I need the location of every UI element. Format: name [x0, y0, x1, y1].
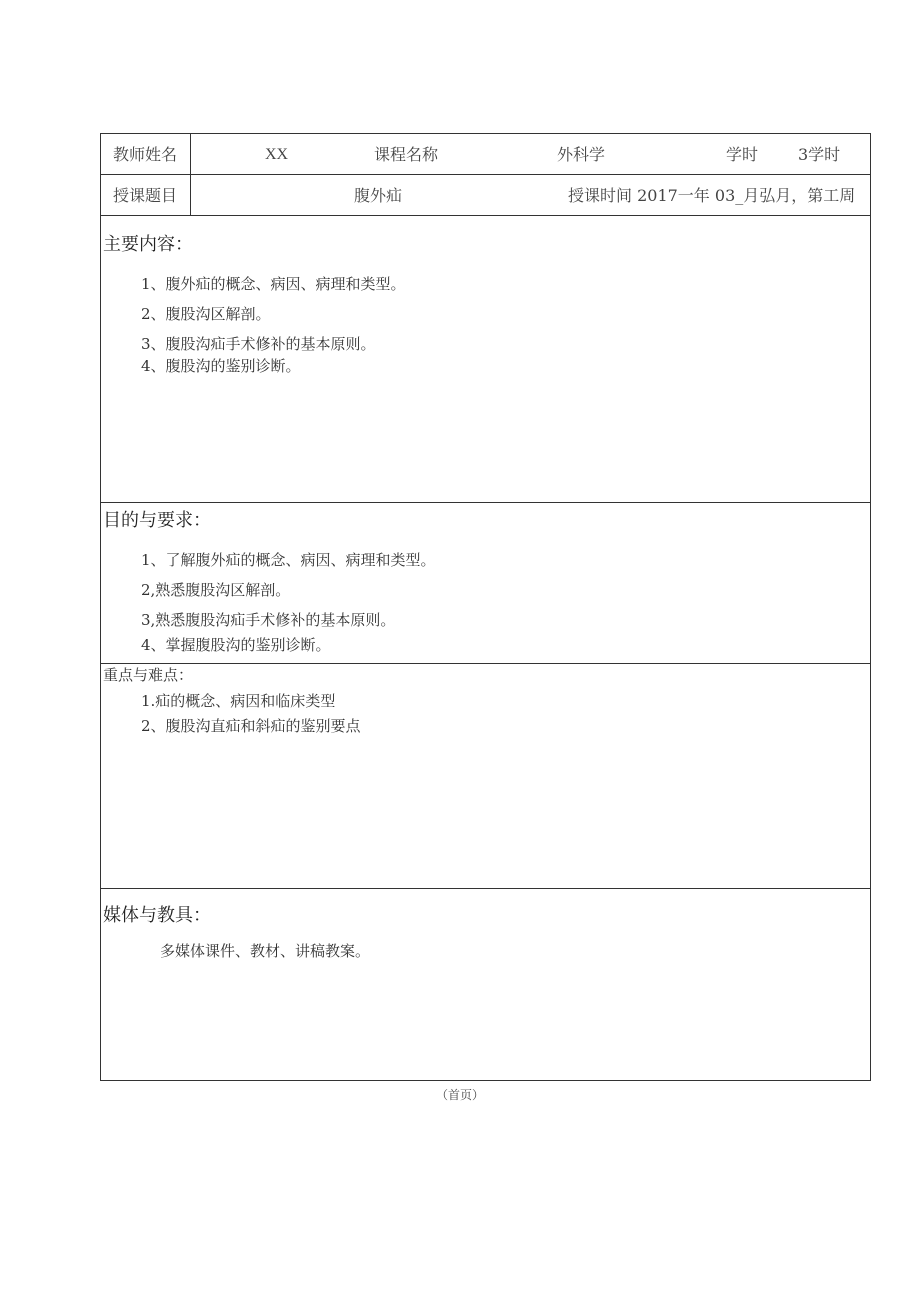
objectives-item: 3,熟悉腹股沟疝手术修补的基本原则。 [141, 611, 396, 629]
key-points-item: 2、腹股沟直疝和斜疝的鉴别要点 [141, 717, 361, 735]
objectives-item: 2,熟悉腹股沟区解剖。 [141, 581, 291, 599]
main-content-item: 1、腹外疝的概念、病因、病理和类型。 [141, 275, 406, 293]
course-value: 外科学 [557, 145, 606, 164]
teaching-time: 授课时间 2017一年 03_月弘月，第工周 [568, 186, 856, 205]
media-title: 媒体与教具： [103, 905, 211, 926]
main-content-item: 3、腹股沟疝手术修补的基本原则。 [141, 335, 376, 353]
key-points-item: 1.疝的概念、病因和临床类型 [141, 692, 336, 710]
keypoints-section-divider [101, 888, 870, 889]
objectives-item: 4、掌握腹股沟的鉴别诊断。 [141, 636, 331, 654]
objectives-section-divider [101, 663, 870, 664]
teacher-label: 教师姓名 [113, 145, 178, 164]
key-points-title: 重点与难点： [103, 666, 194, 684]
main-content-item: 4、腹股沟的鉴别诊断。 [141, 357, 301, 375]
content-section-divider [101, 502, 870, 503]
topic-label: 授课题目 [113, 186, 178, 205]
hours-value: 3学时 [798, 145, 841, 164]
page-footer: （首页） [435, 1088, 484, 1102]
course-label: 课程名称 [374, 145, 439, 164]
main-content-title: 主要内容： [103, 234, 193, 255]
header-row-divider [101, 174, 870, 175]
label-column-divider [190, 134, 191, 215]
main-content-item: 2、腹股沟区解剖。 [141, 305, 271, 323]
teacher-value: XX [265, 146, 289, 163]
hours-label: 学时 [726, 145, 759, 164]
lesson-plan-table [100, 133, 871, 1081]
objectives-title: 目的与要求： [103, 510, 211, 531]
objectives-item: 1、了解腹外疝的概念、病因、病理和类型。 [141, 551, 436, 569]
media-item: 多媒体课件、教材、讲稿教案。 [160, 942, 371, 960]
topic-value: 腹外疝 [354, 186, 403, 205]
topic-row-divider [101, 215, 870, 216]
